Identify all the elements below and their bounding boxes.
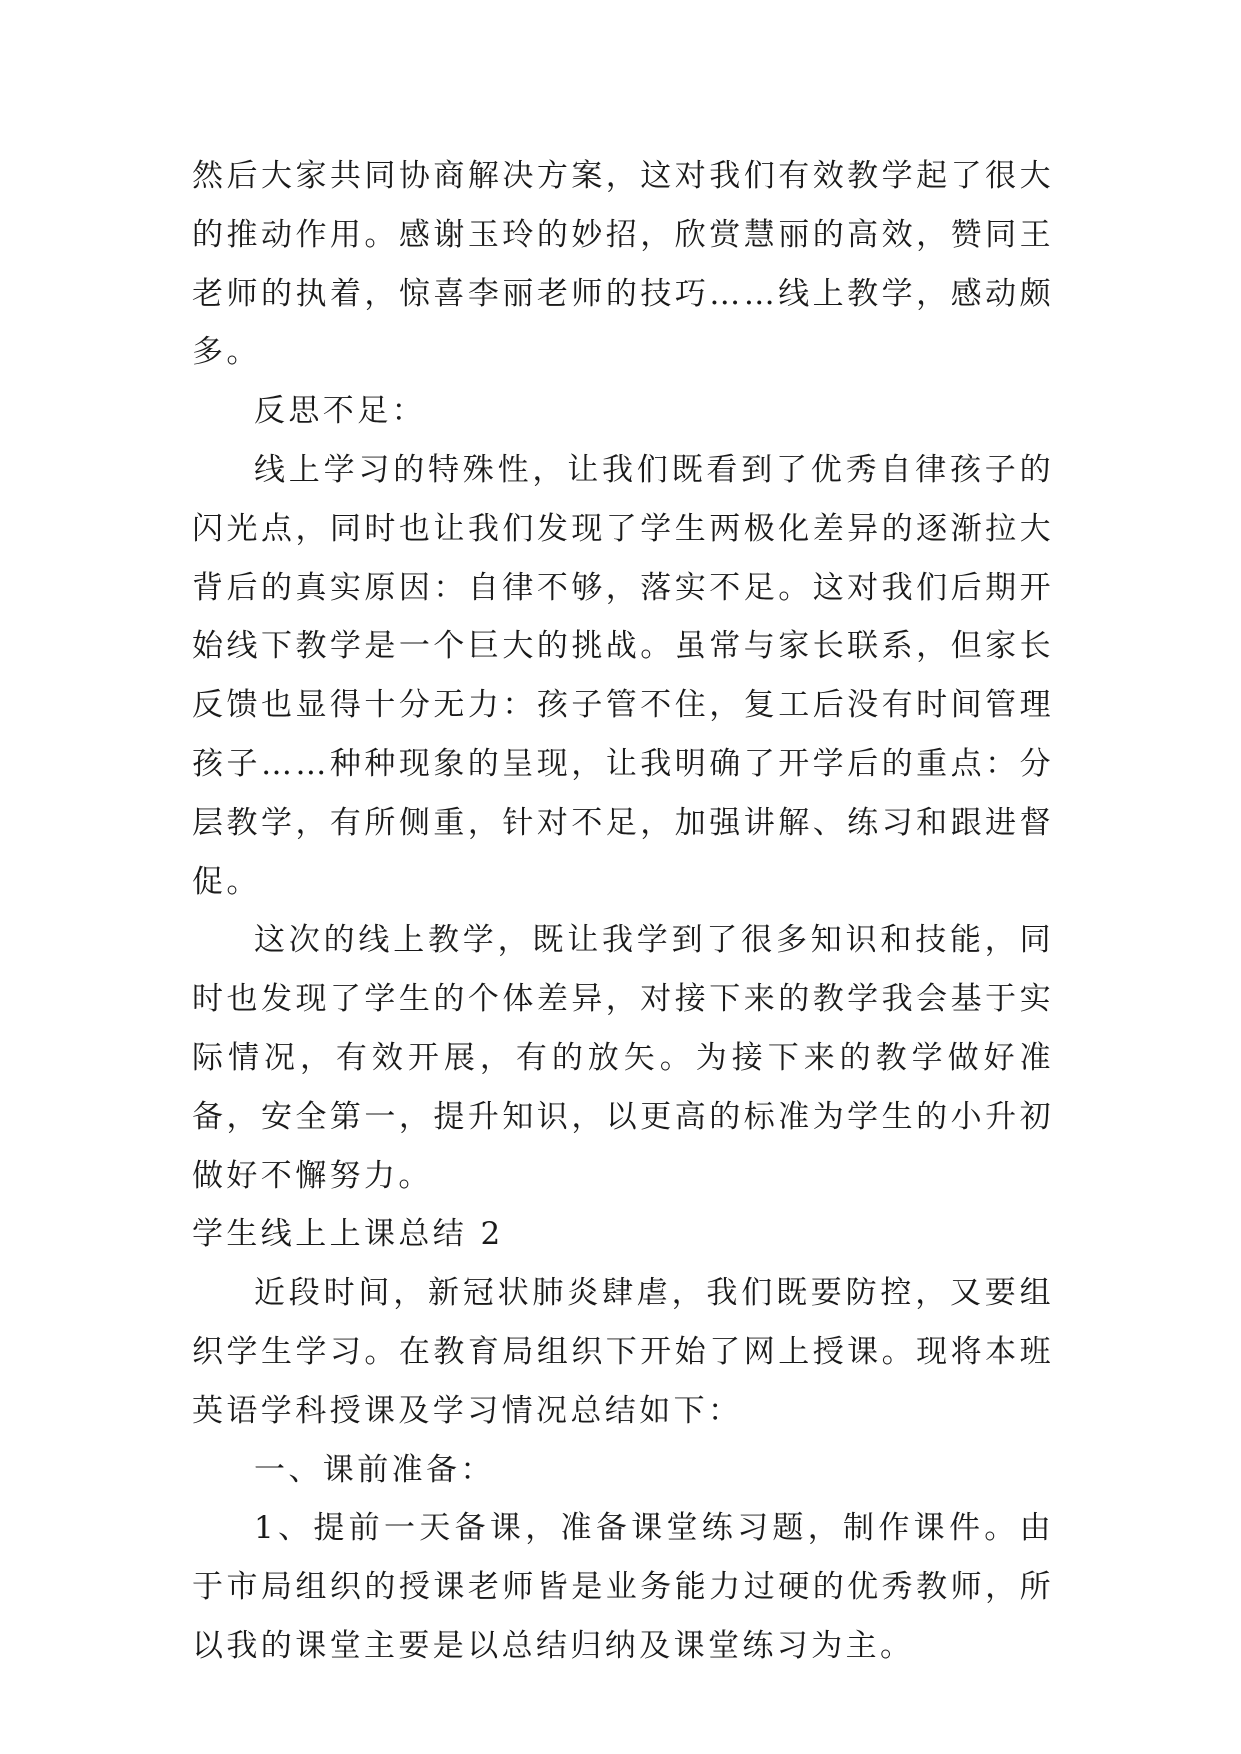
paragraph-conclusion: 这次的线上教学，既让我学到了很多知识和技能，同时也发现了学生的个体差异，对接下来的教学我会基于实际情况，有效开展，有的放矢。为接下来的教学做好准备，安全第一，提升知识，以更高的标准为学生的小升初做好不懈努力。 [192,922,1054,1194]
paragraph-intro: 近段时间，新冠状肺炎肆虐，我们既要防控，又要组织学生学习。在教育局组织下开始了网上授课。现将本班英语学科授课及学习情况总结如下： [192,1275,1054,1429]
paragraph-preparation-item-1: 1、提前一天备课，准备课堂练习题，制作课件。由于市局组织的授课老师皆是业务能力过硬的优秀教师，所以我的课堂主要是以总结归纳及课堂练习为主。 [192,1510,1054,1664]
section-heading: 学生线上上课总结 2 [192,1216,504,1253]
section-label-preparation: 一、课前准备： [254,1451,495,1488]
document-page [192,147,1054,1676]
paragraph-continuation: 然后大家共同协商解决方案，这对我们有效教学起了很大的推动作用。感谢玉玲的妙招，欣赏慧丽的高效，赞同王老师的执着，惊喜李丽老师的技巧……线上教学，感动颇多。 [192,158,1054,371]
section-label-reflection: 反思不足： [254,393,426,430]
paragraph-reflection: 线上学习的特殊性，让我们既看到了优秀自律孩子的闪光点，同时也让我们发现了学生两极化差异的逐渐拉大背后的真实原因：自律不够，落实不足。这对我们后期开始线下教学是一个巨大的挑战。虽常与家长联系，但家长反馈也显得十分无力：孩子管不住，复工后没有时间管理孩子……种种现象的呈现，让我明确了开学后的重点：分层教学，有所侧重，针对不足，加强讲解、练习和跟进督促。 [192,451,1054,900]
